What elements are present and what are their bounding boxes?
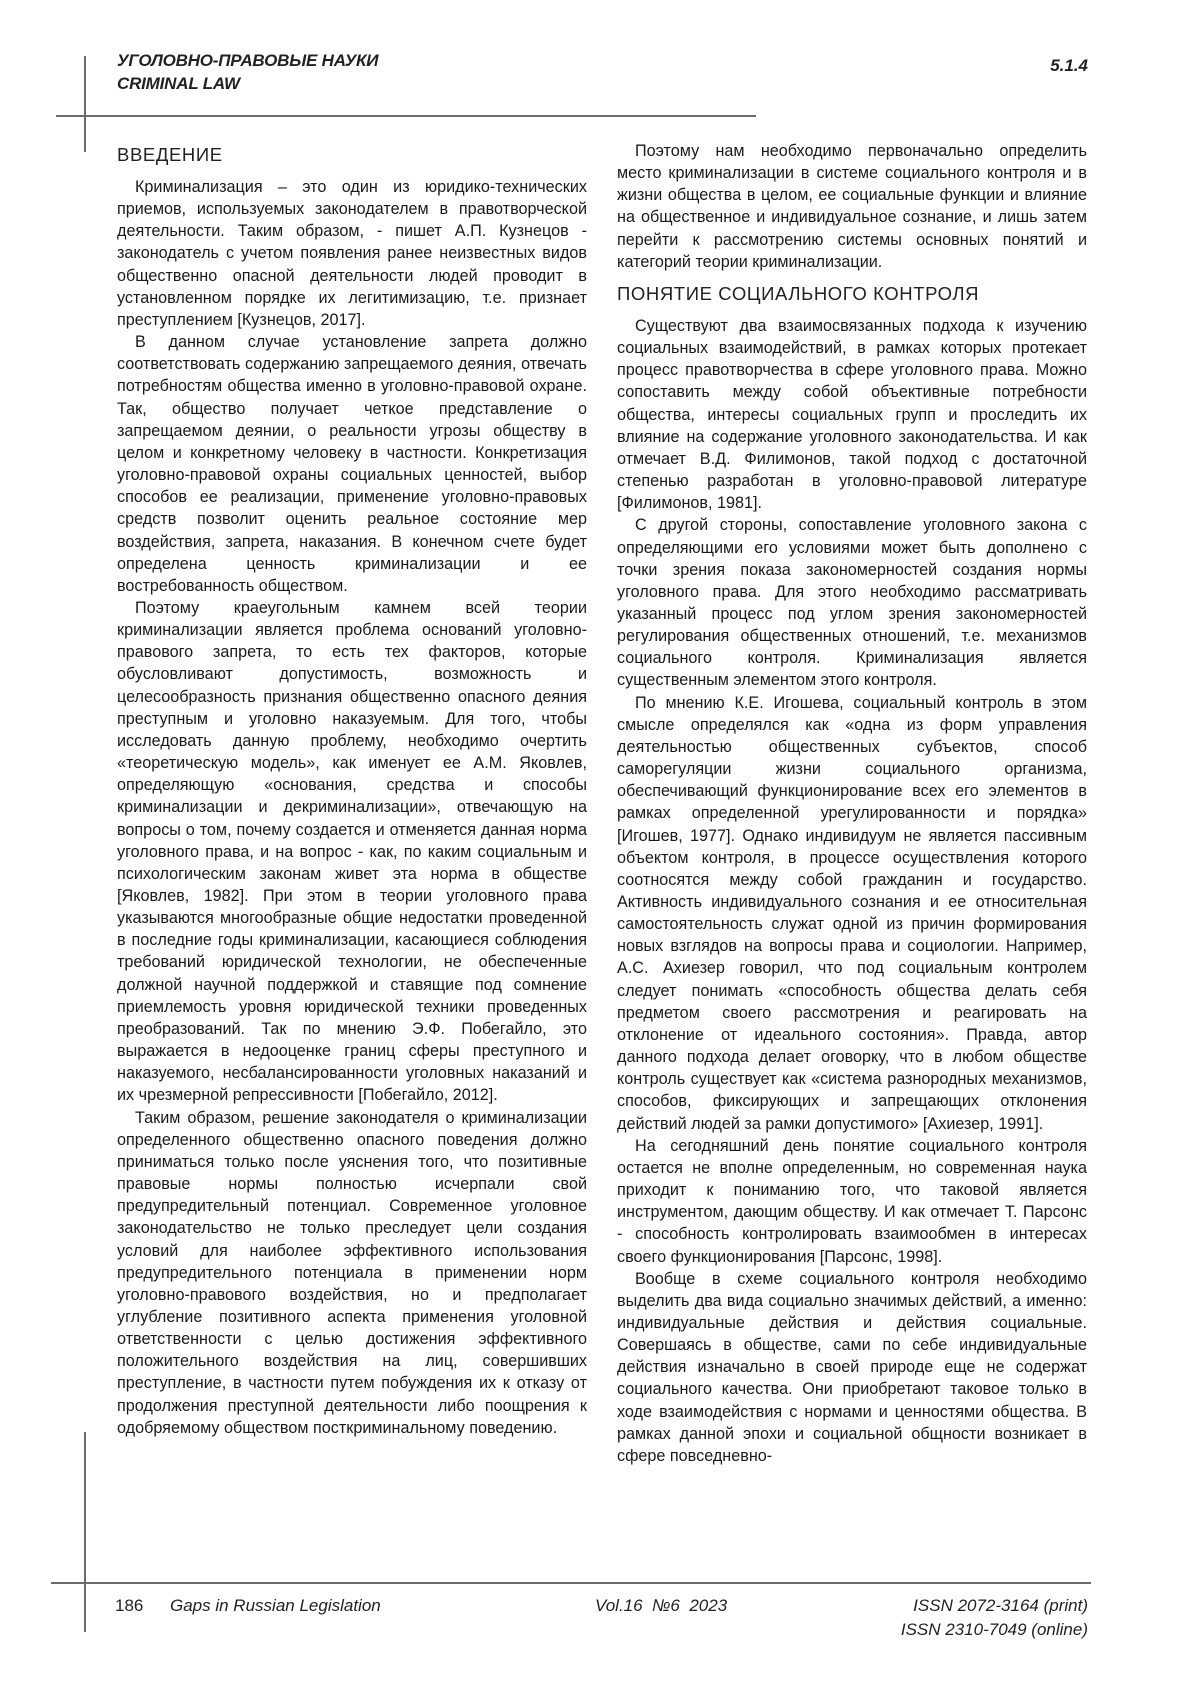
- journal-name: [170, 1596, 381, 1616]
- paragraph: Таким образом, решение законодателя о криминализации определенного общественно опасного поведения должно приниматься только после уяснения того, что позитивные правовые нормы полностью исчерпали свой предупредительный потенциал. Современное уголовное законодательство не только преследует цели создания условий для наиболее эффективного использования предупредительного потенциала в применении норм уголовно-правового воздействия, но и предполагает углубление позитивного аспекта применения уголовной ответственности с целью достижения эффективного положительного воздействия на лиц, совершивших преступление, в частности путем побуждения их к отказу от продолжения преступной деятельности либо поощрения к одобряемому обществом посткриминальному поведению.: [117, 1107, 587, 1439]
- issue-info-text: Vol.16 №6 2023: [595, 1596, 727, 1615]
- journal-name-text: Gaps in Russian Legislation: [170, 1596, 381, 1615]
- paragraph: Поэтому нам необходимо первоначально определить место криминализации в системе социального контроля и в жизни общества в целом, ее социальные функции и влияние на общественное и индивидуальное сознание, и лишь затем перейти к рассмотрению системы основных понятий и категорий теории криминализации.: [617, 140, 1087, 273]
- paragraph: Криминализация – это один из юридико-технических приемов, используемых законодателем в правотворческой деятельности. Таким образом, - пишет А.П. Кузнецов - законодатель с учетом появления ранее неизвестных видов общественно опасной деятельности людей проводит в установленном порядке их легитимизацию, т.е. признает преступлением [Кузнецов, 2017].: [117, 176, 587, 331]
- issn-online: ISSN 2310-7049 (online): [901, 1620, 1088, 1640]
- footer-horizontal-rule: [51, 1582, 1091, 1584]
- paragraph: С другой стороны, сопоставление уголовного закона с определяющими его условиями может быть дополнено с точки зрения показа закономерностей создания нормы уголовного права. Для этого необходимо рассматривать указанный процесс под углом зрения закономерностей регулирования общественных отношений, т.е. механизмов социального контроля. Криминализация является существенным элементом этого контроля.: [617, 514, 1087, 691]
- paragraph: Существуют два взаимосвязанных подхода к изучению социальных взаимодействий, в рамках которых протекает процесс правотворчества в сфере уголовного права. Можно сопоставить между собой объективные потребности общества, интересы социальных групп и проследить их влияние на содержание уголовного законодательства. И как отмечает В.Д. Филимонов, такой подход с достаточной степенью разработан в уголовно-правовой литературе [Филимонов, 1981].: [617, 315, 1087, 514]
- header-vertical-rule: [84, 56, 86, 152]
- paragraph: Поэтому краеугольным камнем всей теории криминализации является проблема оснований уголовно-правового запрета, то есть тех факторов, которые обусловливают допустимость, возможность и целесообразность признания общественно опасного деяния преступным и уголовно наказуемым. Для того, чтобы исследовать данную проблему, необходимо очертить «теоретическую модель», как именует ее А.М. Яковлев, определяющую «основания, средства и способы криминализации и декриминализации», отвечающую на вопросы о том, почему создается и отменяется данная норма уголовного права, и на вопрос - как, по каким социальным и психологическим законам живет эта норма в обществе [Яковлев, 1982]. При этом в теории уголовного права указываются многообразные общие недостатки проведенной в последние годы криминализации, касающиеся соблюдения требований юридической технологии, не обеспеченные должной научной поддержкой и ставящие под сомнение приемлемость уровня юридической техники проведенных преобразований. Так по мнению Э.Ф. Побегайло, это выражается в недооценке границ сферы преступного и наказуемого, несбалансированности уголовных наказаний и их чрезмерной репрессивности [Побегайло, 2012].: [117, 597, 587, 1107]
- paragraph: На сегодняшний день понятие социального контроля остается не вполне определенным, но современная наука приходит к пониманию того, что таковой является инструментом, дающим обществу. И как отмечает Т. Парсонс - способность контролировать взаимообмен в интересах своего функционирования [Парсонс, 1998].: [617, 1135, 1087, 1268]
- paragraph: В данном случае установление запрета должно соответствовать содержанию запрещаемого деяния, отвечать потребностям общества именно в уголовно-правовой охране. Так, общество получает четкое представление о запрещаемом деянии, о реальности угрозы обществу в целом и конкретному человеку в частности. Конкретизация уголовно-правовой охраны социальных ценностей, выбор способов ее реализации, применение уголовно-правовых средств позволит оценить реальное состояние мер воздействия, запрета, наказания. В конечном счете будет определена ценность криминализации и ее востребованность обществом.: [117, 331, 587, 597]
- right-column: [617, 140, 1087, 1467]
- left-column: [117, 140, 587, 1439]
- section-title-en: CRIMINAL LAW: [117, 74, 240, 94]
- heading-social-control: ПОНЯТИЕ СОЦИАЛЬНОГО КОНТРОЛЯ: [617, 281, 1087, 307]
- section-code: 5.1.4: [1050, 56, 1088, 76]
- header-horizontal-rule: [56, 115, 756, 117]
- footer-vertical-rule: [84, 1432, 86, 1632]
- paragraph: Вообще в схеме социального контроля необходимо выделить два вида социально значимых действий, а именно: индивидуальные действия и действия социальные. Совершаясь в обществе, сами по себе индивидуальные действия изначально в своей природе еще не содержат социального качества. Они приобретают таковое только в ходе взаимодействия с нормами и ценностями общества. В рамках данной эпохи и социальной общности возникает в сфере повседневно-: [617, 1268, 1087, 1467]
- paragraph: По мнению К.Е. Игошева, социальный контроль в этом смысле определялся как «одна из форм управления деятельностью общественных субъектов, способ саморегуляции жизни социального организма, обеспечивающий функционирование всех его элементов в рамках определенной урегулированности и порядка» [Игошев, 1977]. Однако индивидуум не является пассивным объектом контроля, в процессе осуществления которого соотносятся между собой гражданин и государство. Активность индивидуального сознания и ее относительная самостоятельность служат одной из причин формирования новых взглядов на вопросы права и социологии. Например, А.С. Ахиезер говорил, что под социальным контролем следует понимать «способность общества делать себя предметом своего рассмотрения и реагировать на отклонение от идеального состояния». Правда, автор данного подхода делает оговорку, что в любом обществе контроль существует как «система разнородных механизмов, способов, фиксирующих и запрещающих отклонения действий людей за рамки допустимого» [Ахиезер, 1991].: [617, 692, 1087, 1135]
- page-number: 186: [115, 1596, 143, 1616]
- issue-info: [595, 1596, 727, 1616]
- issn-print: ISSN 2072-3164 (print): [913, 1596, 1088, 1616]
- heading-introduction: ВВЕДЕНИЕ: [117, 142, 587, 168]
- section-title-ru: УГОЛОВНО-ПРАВОВЫЕ НАУКИ: [117, 51, 378, 71]
